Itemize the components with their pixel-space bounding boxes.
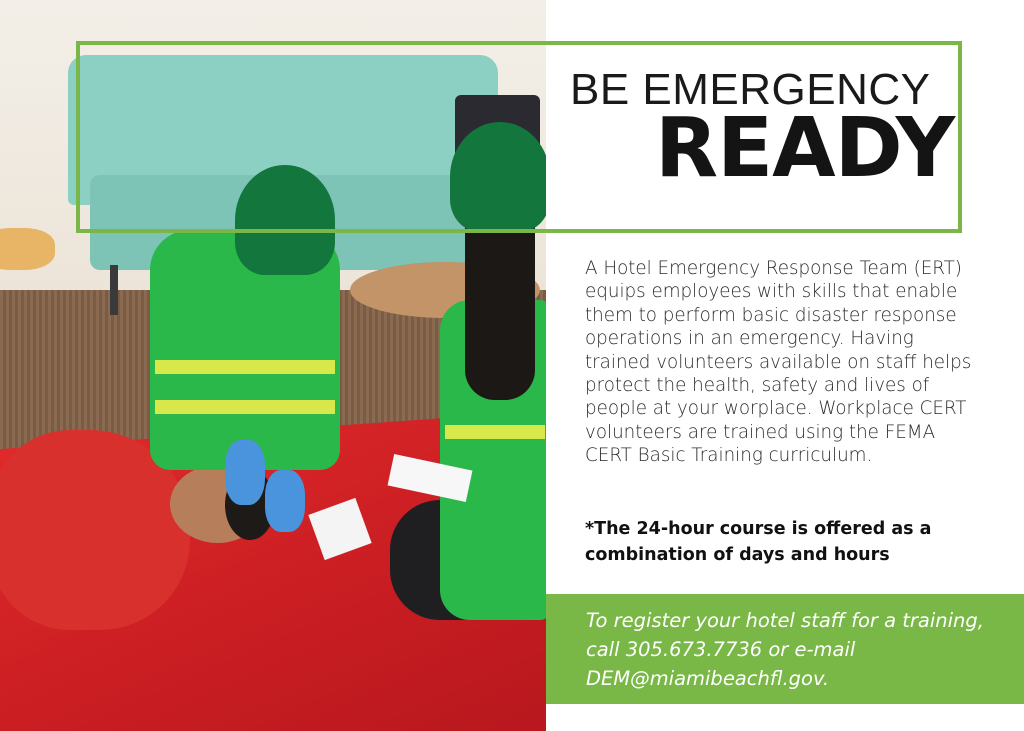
- registration-text: To register your hotel staff for a training, call 305.673.7736 or e-mail DEM@miamibeachfl.gov.: [586, 609, 984, 690]
- photo-vest-stripe: [155, 400, 335, 414]
- headline-line1: BE EMERGENCY: [570, 65, 931, 114]
- body-paragraph: A Hotel Emergency Response Team (ERT) equips employees with skills that enable them to perform basic disaster response operations in an emergency. Having trained volunteers available on staff helps protect the health, safety and lives of people at your worplace. Workplace CERT volunteers are trained using the FEMA CERT Basic Training curriculum.: [585, 258, 972, 467]
- photo-responder-helmet: [235, 165, 335, 275]
- photo-glove: [225, 440, 265, 505]
- headline-line2: READY: [655, 101, 955, 196]
- photo-vest-stripe: [445, 425, 545, 439]
- photo-vest-stripe: [155, 360, 335, 374]
- course-note: *The 24-hour course is offered as a combination of days and hours: [585, 519, 932, 565]
- photo-responder-helmet: [450, 122, 546, 232]
- photo-side-table: [0, 228, 55, 270]
- photo-sofa-leg: [110, 265, 118, 315]
- photo-glove: [265, 470, 305, 532]
- registration-callout: [546, 594, 1024, 704]
